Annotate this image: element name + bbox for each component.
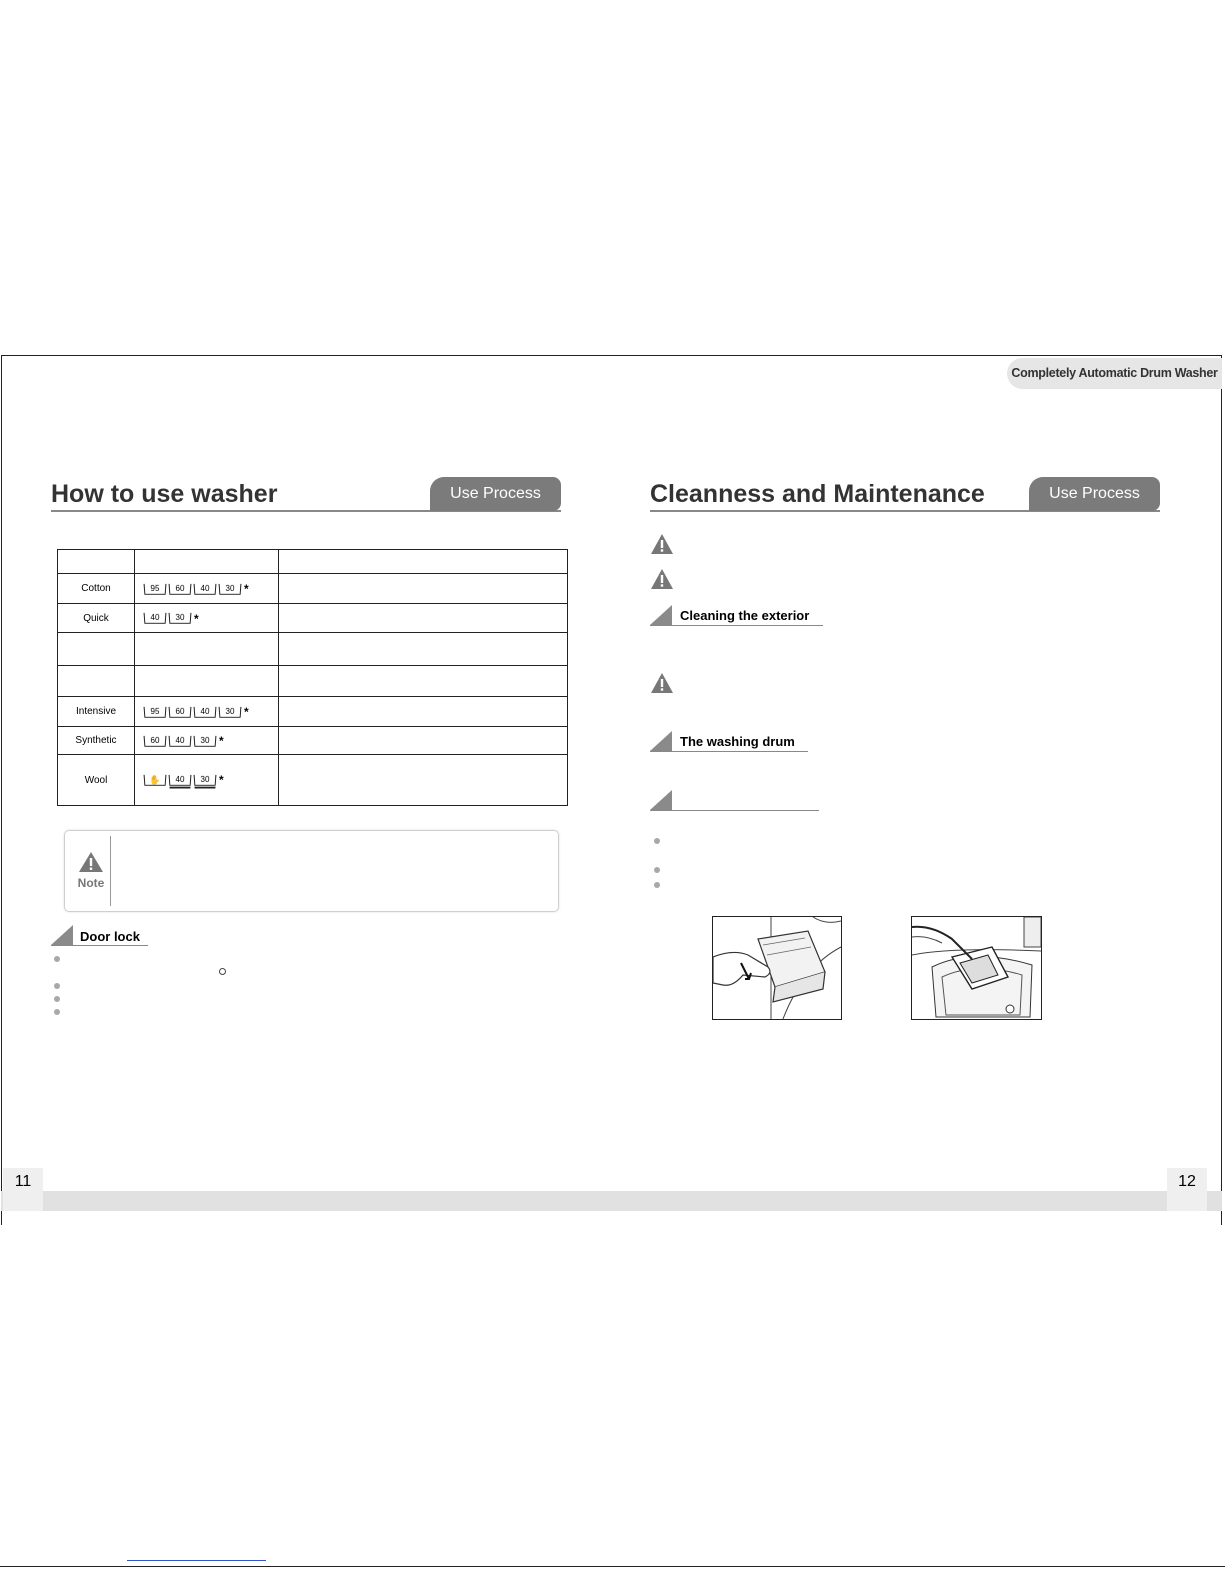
list-bullet	[654, 838, 660, 844]
wash-tub-icon: ✋	[144, 774, 167, 785]
degree-ring-icon	[219, 968, 226, 975]
table-row	[58, 755, 568, 806]
cleaning-exterior-heading: Cleaning the exterior	[680, 608, 810, 623]
brand-tab: Completely Automatic Drum Washer	[1007, 358, 1222, 389]
wash-tub-icon: 60	[169, 706, 192, 717]
program-description-cell	[279, 727, 568, 755]
program-table	[57, 549, 568, 806]
note-warning-icon	[77, 851, 105, 890]
program-name-cell	[58, 666, 135, 697]
wash-symbol-cell	[135, 633, 279, 666]
cleaning-exterior-wedge-icon	[650, 605, 672, 625]
table-row	[58, 633, 568, 666]
asterisk-mark: *	[244, 705, 249, 719]
left-page-title: How to use washer	[51, 480, 278, 508]
door-lock-wedge-icon	[51, 925, 73, 945]
program-description-cell	[279, 633, 568, 666]
table-row	[58, 727, 568, 755]
warning-icon	[650, 568, 674, 590]
wash-symbol-cell	[135, 604, 279, 633]
link-underline[interactable]	[127, 1560, 266, 1561]
page-bottom-rule	[0, 1566, 1225, 1567]
wash-tub-icon: 60	[144, 735, 167, 746]
note-divider	[110, 836, 111, 906]
subsection-rule	[650, 810, 819, 811]
cleaning-exterior-rule	[650, 625, 823, 626]
table-row	[58, 574, 568, 604]
program-description-cell	[279, 697, 568, 727]
list-bullet	[54, 1009, 60, 1015]
drum-cleaning-illustration	[911, 916, 1042, 1020]
washing-drum-heading: The washing drum	[680, 734, 795, 749]
washing-drum-rule	[650, 751, 808, 752]
wash-tub-icon: 95	[144, 706, 167, 717]
program-description-cell	[279, 666, 568, 697]
note-label: Note	[77, 876, 105, 890]
program-name-cell: Intensive	[58, 697, 135, 727]
warning-icon	[650, 533, 674, 555]
wash-tub-icon: 30	[219, 583, 242, 594]
program-name-cell: Wool	[58, 755, 135, 806]
subsection-wedge-icon	[650, 790, 672, 810]
wash-tub-icon: 30	[169, 613, 192, 624]
right-page-title: Cleanness and Maintenance	[650, 480, 985, 508]
program-description-cell	[279, 574, 568, 604]
wash-tub-icon: 30	[194, 735, 217, 746]
table-header-cell	[58, 550, 135, 574]
asterisk-mark: *	[219, 734, 224, 748]
note-box	[64, 830, 559, 912]
wash-tub-icon: 40	[169, 774, 192, 785]
program-name-cell	[58, 633, 135, 666]
list-bullet	[654, 867, 660, 873]
table-row	[58, 666, 568, 697]
door-lock-rule	[51, 945, 148, 946]
program-name-cell: Cotton	[58, 574, 135, 604]
wash-tub-icon: 60	[169, 583, 192, 594]
detergent-drawer-illustration	[712, 916, 842, 1020]
list-bullet	[54, 996, 60, 1002]
wash-tub-icon: 40	[169, 735, 192, 746]
wash-tub-icon: 30	[194, 774, 217, 785]
warning-icon	[650, 672, 674, 694]
page-number-left: 11	[3, 1168, 43, 1211]
wash-tub-icon: 30	[219, 706, 242, 717]
wash-symbol-cell	[135, 755, 279, 806]
list-bullet	[654, 882, 660, 888]
program-description-cell	[279, 755, 568, 806]
wash-tub-icon: 40	[194, 583, 217, 594]
right-section-tab: Use Process	[1029, 477, 1160, 511]
asterisk-mark: *	[244, 582, 249, 596]
table-header-cell	[279, 550, 568, 574]
wash-tub-icon: 95	[144, 583, 167, 594]
table-header-cell	[135, 550, 279, 574]
wash-tub-icon: 40	[144, 613, 167, 624]
wash-symbol-cell	[135, 666, 279, 697]
list-bullet	[54, 956, 60, 962]
page-number-right: 12	[1167, 1168, 1207, 1211]
table-row	[58, 604, 568, 633]
program-name-cell: Quick	[58, 604, 135, 633]
left-section-tab: Use Process	[430, 477, 561, 511]
asterisk-mark: *	[219, 773, 224, 787]
footer-bar	[1, 1191, 1222, 1211]
table-header-row	[58, 550, 568, 574]
door-lock-heading: Door lock	[80, 929, 140, 944]
washing-drum-wedge-icon	[650, 731, 672, 751]
asterisk-mark: *	[194, 611, 199, 626]
wash-tub-icon: 40	[194, 706, 217, 717]
wash-symbol-cell	[135, 697, 279, 727]
wash-symbol-cell	[135, 574, 279, 604]
wash-symbol-cell	[135, 727, 279, 755]
table-row	[58, 697, 568, 727]
program-name-cell: Synthetic	[58, 727, 135, 755]
program-description-cell	[279, 604, 568, 633]
list-bullet	[54, 983, 60, 989]
